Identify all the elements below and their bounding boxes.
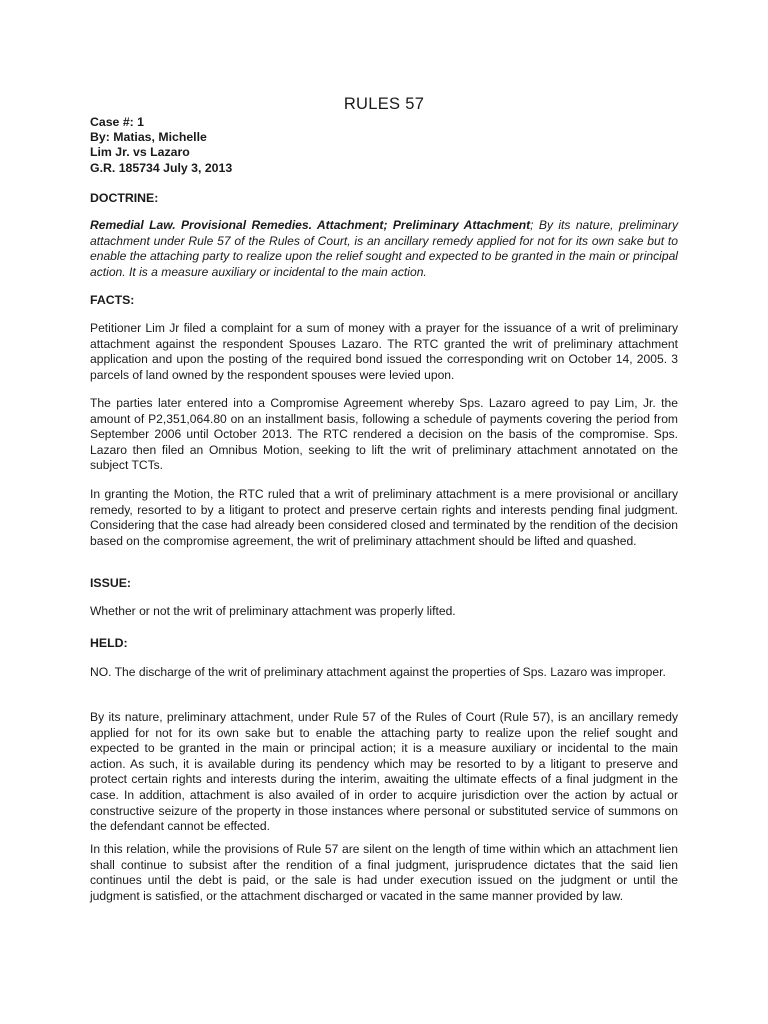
held-heading: HELD: <box>90 636 128 650</box>
case-info <box>90 115 232 176</box>
issue-paragraph: Whether or not the writ of preliminary attachment was properly lifted. <box>90 604 456 618</box>
facts-paragraph-2: The parties later entered into a Compromise Agreement whereby Sps. Lazaro agreed to pay Lim, Jr. the amount of P2,351,064.80 on an installment basis, following a schedule of payments covering the period from September 2006 until October 2013. The RTC rendered a decision on the basis of the compromise. Sps. Lazaro then filed an Omnibus Motion, seeking to lift the writ of preliminary attachment annotated on the subject TCTs. <box>90 396 678 473</box>
facts-paragraph-1: Petitioner Lim Jr filed a complaint for a sum of money with a prayer for the issuance of a writ of preliminary attachment against the respondent Spouses Lazaro. The RTC granted the writ of preliminary attachment application and upon the posting of the required bond issued the corresponding writ on October 14, 2005. 3 parcels of land owned by the respondent spouses were levied upon. <box>90 321 678 382</box>
case-author: By: Matias, Michelle <box>90 130 207 145</box>
facts-heading: FACTS: <box>90 293 135 307</box>
held-paragraph-1: NO. The discharge of the writ of preliminary attachment against the properties of Sps. Lazaro was improper. <box>90 665 666 679</box>
case-number: Case #: 1 <box>90 115 145 129</box>
held-paragraph-3: In this relation, while the provisions of Rule 57 are silent on the length of time within which an attachment lien shall continue to subsist after the rendition of a final judgment, jurisprudence dictates that the said lien continues until the debt is paid, or the sale is had under execution issued on the judgment or until the judgment is satisfied, or the attachment discharged or vacated in the same manner provided by law. <box>90 842 678 903</box>
doctrine-heading: DOCTRINE: <box>90 191 159 205</box>
issue-heading: ISSUE: <box>90 576 131 590</box>
case-parties: Lim Jr. vs Lazaro <box>90 145 190 160</box>
case-gr-number: G.R. 185734 July 3, 2013 <box>90 160 233 175</box>
doctrine-paragraph <box>90 218 678 280</box>
held-paragraph-2: By its nature, preliminary attachment, under Rule 57 of the Rules of Court (Rule 57), is an ancillary remedy applied for not for its own sake but to enable the attaching party to realize upon the relief sought and expected to be granted in the main or principal action; it is a measure auxiliary or incidental to the main action. As such, it is available during its pendency which may be resorted to by a litigant to preserve and protect certain rights and interests during the interim, awaiting the ultimate effects of a final judgment in the case. In addition, attachment is also availed of in order to acquire jurisdiction over the action by actual or constructive seizure of the property in those instances where personal or substituted service of summons on the defendant cannot be effected. <box>90 710 678 834</box>
doctrine-text: ; By its nature, preliminary attachment under Rule 57 of the Rules of Court, is an ancillary remedy applied for not for its own sake but to enable the attaching party to realize upon the relief sought and expected to be granted in the main or principal action. It is a measure auxiliary or incidental to the main action. <box>90 218 678 279</box>
document-title: RULES 57 <box>343 95 425 113</box>
facts-paragraph-3: In granting the Motion, the RTC ruled that a writ of preliminary attachment is a mere provisional or ancillary remedy, resorted to by a litigant to protect and preserve certain rights and interests pending final judgment. Considering that the case had already been considered closed and terminated by the rendition of the decision based on the compromise agreement, the writ of preliminary attachment should be lifted and quashed. <box>90 487 678 548</box>
doctrine-lead: Remedial Law. Provisional Remedies. Attachment; Preliminary Attachment <box>90 218 531 232</box>
